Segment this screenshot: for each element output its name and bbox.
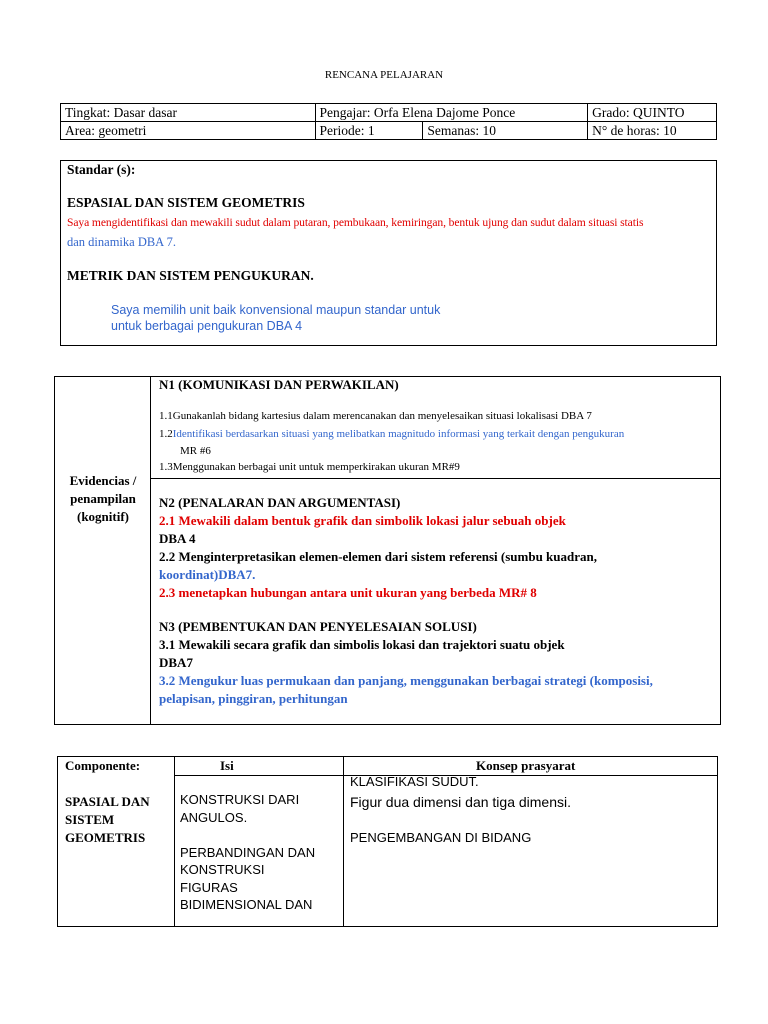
tingkat-cell: Tingkat: Dasar dasar — [61, 104, 316, 122]
isi-header: Isi — [220, 758, 234, 773]
n1-item2 — [159, 428, 624, 440]
n3-title: N3 (PEMBENTUKAN DAN PENYELESAIAN SOLUSI) — [159, 619, 477, 634]
isi-line: FIGURAS — [180, 879, 238, 895]
n3-item2-cont: pelapisan, pinggiran, perhitungan — [159, 691, 348, 706]
evidencias-label — [55, 472, 151, 526]
n2-item3: 2.3 menetapkan hubungan antara unit ukuran yang berbeda MR# 8 — [159, 585, 537, 600]
component-line3: GEOMETRIS — [65, 830, 146, 845]
n1-item2-text: Identifikasi berdasarkan situasi yang melibatkan magnitudo informasi yang terkait dengan pengukuran — [172, 428, 625, 440]
isi-line: ANGULOS. — [180, 809, 248, 825]
isi-line: PERBANDINGAN DAN — [180, 844, 316, 860]
evidencias-box — [54, 376, 721, 725]
pengajar-cell: Pengajar: Orfa Elena Dajome Ponce — [315, 104, 588, 122]
standar-section2-line2: untuk berbagai pengukuran DBA 4 — [111, 319, 303, 333]
evidencias-label-line1: Evidencias / — [69, 473, 137, 488]
konsep-line3: PENGEMBANGAN DI BIDANG — [350, 830, 532, 845]
horas-cell: N° de horas: 10 — [588, 122, 717, 140]
components-table — [57, 756, 718, 927]
n2-item1-cont: DBA 4 — [159, 531, 196, 546]
header-table — [60, 103, 717, 140]
component-line1: SPASIAL DAN — [65, 794, 150, 809]
evidencias-divider — [151, 478, 720, 479]
standar-section1-line2: dan dinamika DBA 7. — [67, 235, 177, 249]
isi-line — [180, 826, 315, 844]
page-title: RENCANA PELAJARAN — [324, 69, 444, 81]
area-cell: Area: geometri — [61, 122, 316, 140]
component-header: Componente: — [65, 758, 141, 773]
standar-section1-title: ESPASIAL DAN SISTEM GEOMETRIS — [67, 195, 305, 210]
n1-item2-cont: MR #6 — [180, 445, 211, 457]
semanas-cell: Semanas: 10 — [423, 122, 588, 140]
n1-title: N1 (KOMUNIKASI DAN PERWAKILAN) — [159, 377, 399, 392]
standar-box — [60, 160, 717, 346]
standar-section1-line1: Saya mengidentifikasi dan mewakili sudut dalam putaran, pembukaan, kemiringan, bentuk ujung dan sudut dalam situasi statis — [67, 216, 644, 229]
n2-title: N2 (PENALARAN DAN ARGUMENTASI) — [159, 495, 401, 510]
evidencias-label-line3: (kognitif) — [77, 509, 129, 524]
isi-line: KONSTRUKSI — [180, 862, 265, 877]
components-divider-2 — [343, 757, 344, 926]
component-line2: SISTEM — [65, 812, 115, 827]
n3-item2: 3.2 Mengukur luas permukaan dan panjang, menggunakan berbagai strategi (komposisi, — [159, 673, 653, 688]
konsep-line2: Figur dua dimensi dan tiga dimensi. — [350, 794, 572, 810]
isi-line: BIDIMENSIONAL DAN — [180, 897, 313, 912]
konsep-header: Konsep prasyarat — [476, 758, 576, 773]
standar-label: Standar (s): — [67, 162, 136, 177]
components-divider-1 — [174, 757, 175, 926]
n2-item2-cont: koordinat)DBA7. — [159, 567, 256, 582]
n1-item1: 1.1Gunakanlah bidang kartesius dalam merencanakan dan menyelesaikan situasi lokalisasi DBA 7 — [159, 410, 592, 422]
grado-cell: Grado: QUINTO — [588, 104, 717, 122]
standar-section2-line1: Saya memilih unit baik konvensional maupun standar untuk — [111, 303, 441, 317]
evidencias-label-line2: penampilan — [70, 491, 136, 506]
n2-item2: 2.2 Menginterpretasikan elemen-elemen dari sistem referensi (sumbu kuadran, — [159, 549, 597, 564]
component-value — [65, 793, 150, 847]
n1-item3: 1.3Menggunakan berbagai unit untuk memperkirakan ukuran MR#9 — [159, 461, 460, 473]
n3-item1: 3.1 Mewakili secara grafik dan simbolis lokasi dan trajektori suatu objek — [159, 637, 565, 652]
periode-cell: Periode: 1 — [315, 122, 423, 140]
isi-list — [180, 791, 315, 914]
n3-item1-cont: DBA7 — [159, 655, 193, 670]
n2-item1: 2.1 Mewakili dalam bentuk grafik dan simbolik lokasi jalur sebuah objek — [159, 513, 566, 528]
isi-line: KONSTRUKSI DARI — [180, 792, 300, 807]
n1-item2-num: 1.2 — [159, 428, 173, 440]
standar-section2-title: METRIK DAN SISTEM PENGUKURAN. — [67, 268, 314, 283]
evidencias-label-cell — [55, 377, 151, 724]
konsep-line1: KLASIFIKASI SUDUT. — [350, 774, 479, 789]
